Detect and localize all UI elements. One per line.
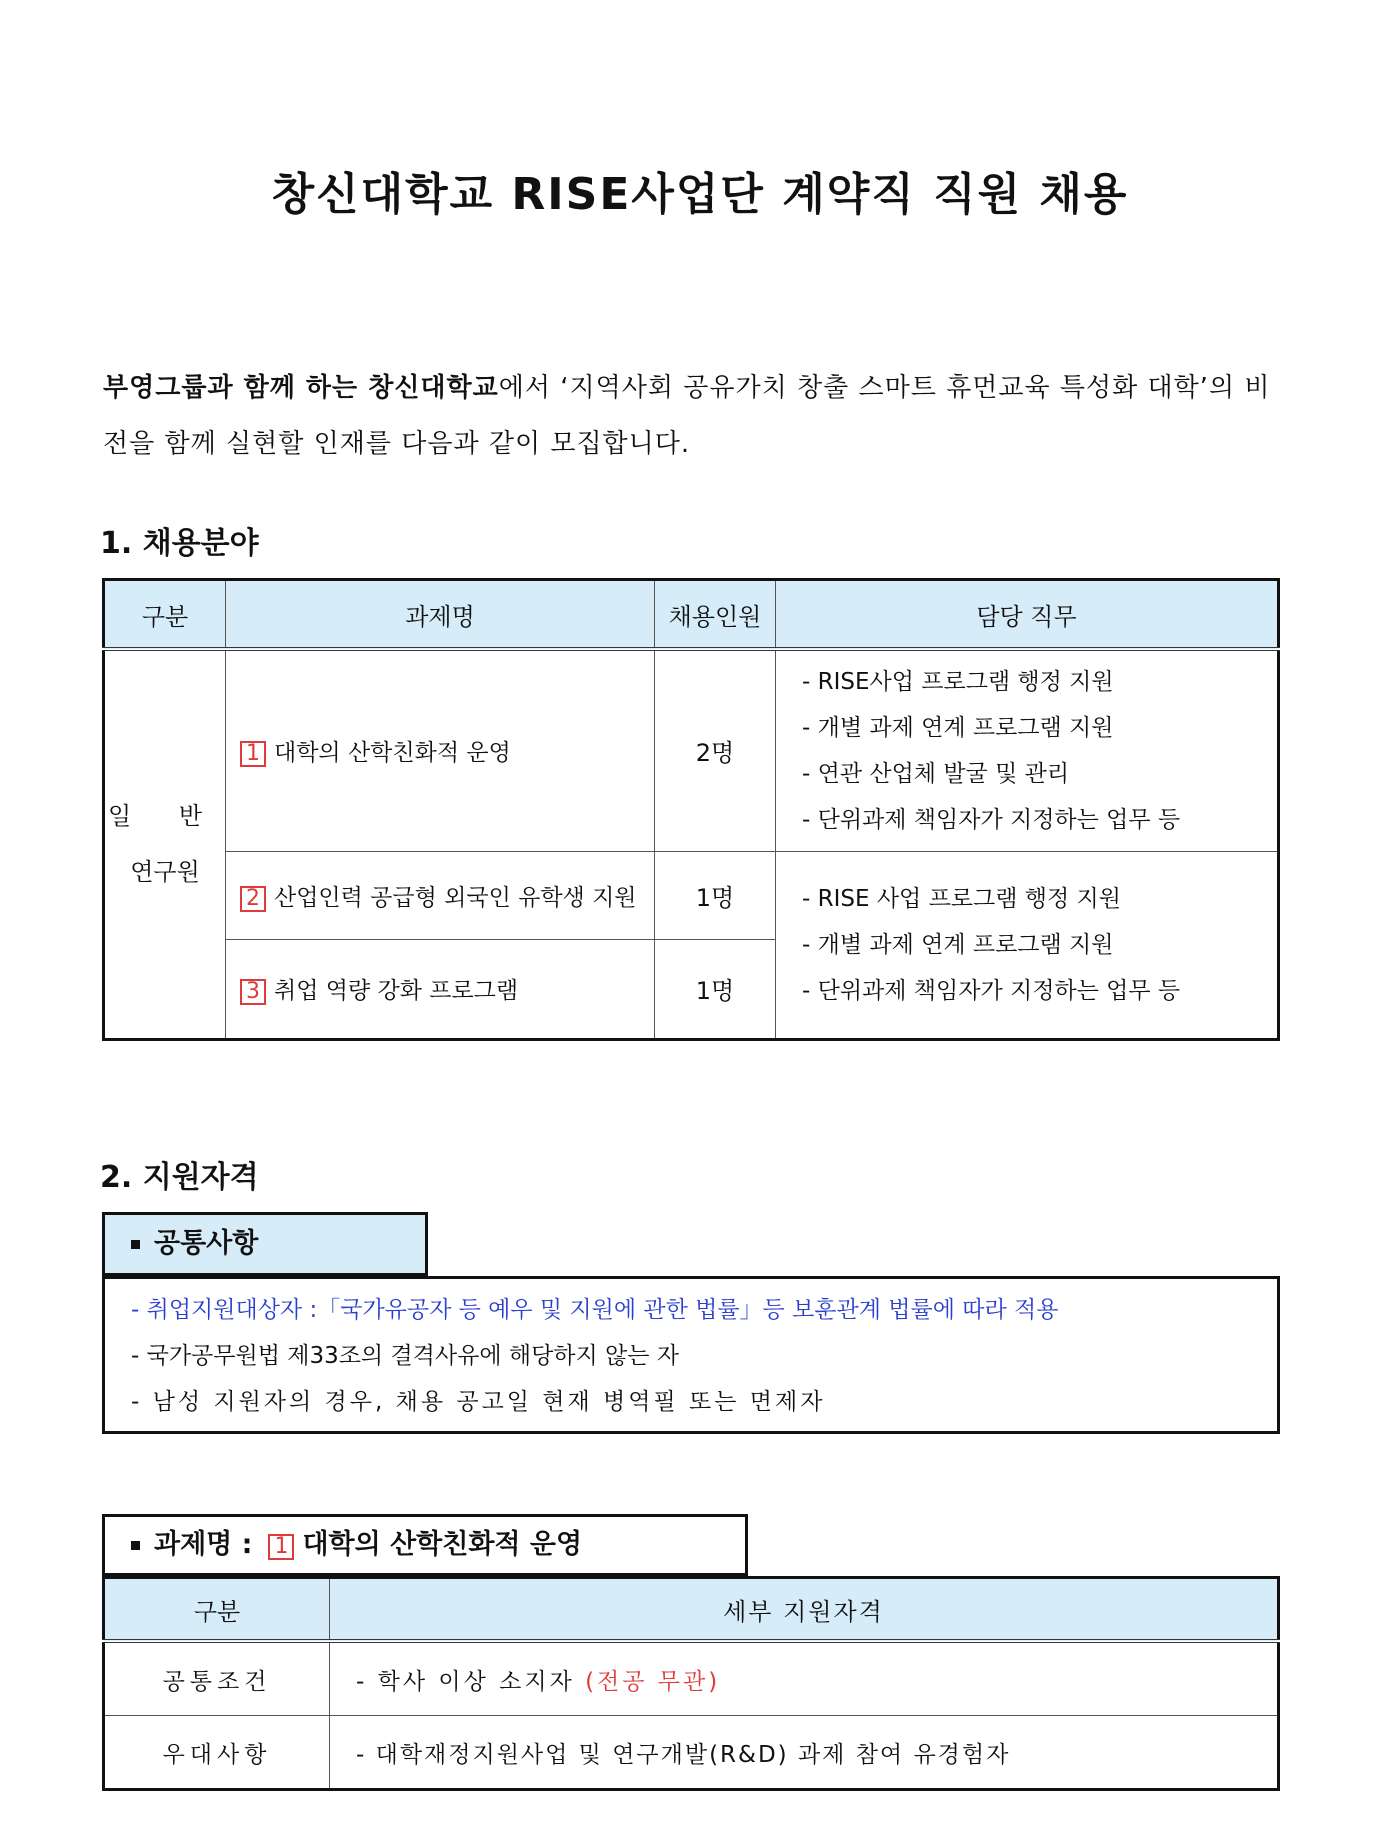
duty-item: - 단위과제 책임자가 지정하는 업무 등 — [802, 977, 1181, 1004]
task-cell — [226, 649, 655, 851]
task-label-prefix: 과제명 : — [154, 1529, 253, 1560]
row-label: 우대사항 — [104, 1716, 330, 1790]
duty-item: - 연관 산업체 발굴 및 관리 — [802, 760, 1070, 787]
common-qualifications — [102, 1276, 1280, 1434]
row-detail — [330, 1641, 1279, 1716]
header-detail: 세부 지원자격 — [330, 1578, 1279, 1642]
table-row — [104, 649, 1279, 851]
duty-cell — [776, 851, 1279, 1039]
page-title: 창신대학교 RISE사업단 계약직 직원 채용 — [271, 169, 1129, 220]
table-row — [104, 851, 1279, 939]
task-number: 2 — [240, 886, 266, 912]
task-cell — [226, 851, 655, 939]
qualification-item: - 남성 지원자의 경우, 채용 공고일 현재 병역필 또는 면제자 — [131, 1389, 826, 1415]
task-label-box — [102, 1514, 748, 1576]
table-row — [104, 1716, 1279, 1790]
category-cell — [104, 649, 226, 1039]
count-cell: 2명 — [655, 649, 776, 851]
square-bullet-icon — [131, 1240, 140, 1249]
count-cell: 1명 — [655, 851, 776, 939]
task-cell — [226, 939, 655, 1039]
header-duty: 담당 직무 — [776, 580, 1279, 650]
common-label-box — [102, 1212, 428, 1276]
qualification-item: - 국가공무원법 제33조의 결격사유에 해당하지 않는 자 — [131, 1343, 680, 1369]
count-cell: 1명 — [655, 939, 776, 1039]
duty-item: - 개별 과제 연계 프로그램 지원 — [802, 714, 1114, 741]
qualification-table — [102, 1576, 1280, 1791]
task-name: 취업 역량 강화 프로그램 — [274, 978, 519, 1004]
task-label-number: 1 — [268, 1534, 294, 1560]
recruitment-table — [102, 578, 1280, 1041]
common-label: 공통사항 — [154, 1228, 259, 1259]
section2-heading: 2. 지원자격 — [100, 1160, 259, 1195]
detail-text: - 학사 이상 소지자 — [356, 1668, 586, 1695]
table-row — [104, 1641, 1279, 1716]
duty-item: - 단위과제 책임자가 지정하는 업무 등 — [802, 806, 1181, 833]
section1-heading: 1. 채용분야 — [100, 526, 259, 561]
task-label-name: 대학의 산학친화적 운영 — [302, 1529, 583, 1560]
duty-item: - RISE 사업 프로그램 행정 지원 — [802, 885, 1121, 912]
header-count: 채용인원 — [655, 580, 776, 650]
header-category: 구분 — [104, 580, 226, 650]
row-detail — [330, 1716, 1279, 1790]
task-name: 산업인력 공급형 외국인 유학생 지원 — [274, 884, 637, 911]
duty-cell — [776, 649, 1279, 851]
category-line2: 연구원 — [130, 858, 200, 887]
detail-note: (전공 무관) — [585, 1668, 721, 1695]
task-number: 3 — [240, 979, 266, 1005]
row-label: 공통조건 — [104, 1641, 330, 1716]
table-header-row — [104, 580, 1279, 650]
task-number: 1 — [240, 741, 266, 767]
header-category: 구분 — [104, 1578, 330, 1642]
detail-text: - 대학재정지원사업 및 연구개발(R&D) 과제 참여 유경험자 — [356, 1741, 1011, 1768]
task-name: 대학의 산학친화적 운영 — [274, 740, 511, 767]
category-line1: 일 반 — [108, 802, 222, 831]
qualification-item: - 취업지원대상자 :「국가유공자 등 예우 및 지원에 관한 법률」등 보훈관계 법률에 따라 적용 — [131, 1297, 1059, 1323]
header-task: 과제명 — [226, 580, 655, 650]
intro-paragraph — [103, 360, 1288, 472]
duty-item: - RISE사업 프로그램 행정 지원 — [802, 668, 1114, 695]
intro-bold: 부영그룹과 함께 하는 창신대학교 — [103, 373, 499, 403]
square-bullet-icon — [131, 1541, 140, 1550]
table-header-row — [104, 1578, 1279, 1642]
duty-item: - 개별 과제 연계 프로그램 지원 — [802, 931, 1114, 958]
intro-rest: 에서 ‘지역사회 공유가치 창출 스마트 휴먼교육 특성화 대학’의 비전을 함께 실현할 인재를 다음과 같이 모집합니다. — [103, 373, 1271, 459]
